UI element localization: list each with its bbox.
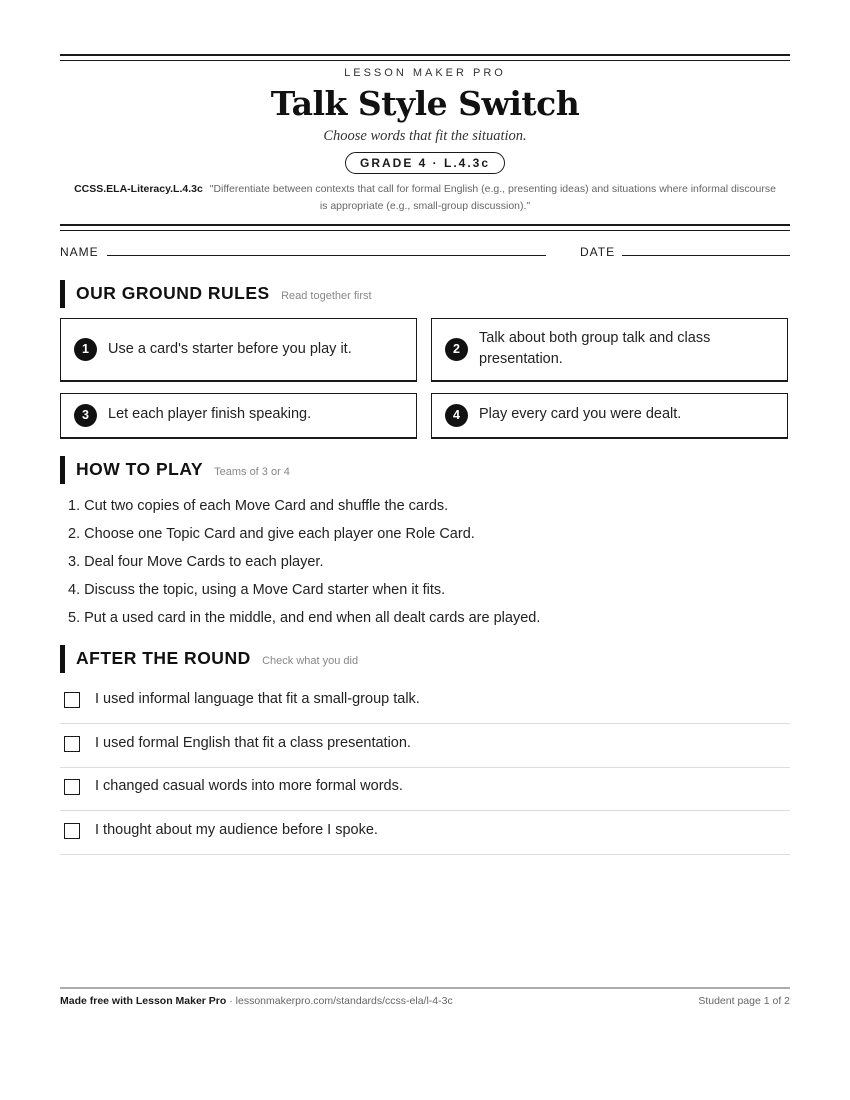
rule-text: Talk about both group talk and class presentation. <box>479 330 711 367</box>
standard-description <box>70 181 780 215</box>
footer-rule <box>60 987 790 989</box>
section-heading-text: HOW TO PLAY <box>76 459 203 479</box>
checkbox[interactable] <box>64 736 80 752</box>
step-item: 2. Choose one Topic Card and give each player one Role Card. <box>68 526 475 542</box>
page-title: Talk Style Switch <box>270 84 580 123</box>
footer-made-with: Made free with Lesson Maker Pro <box>60 995 227 1007</box>
grade-badge-wrap <box>60 152 790 174</box>
section-note: Read together first <box>281 290 372 302</box>
checklist-item <box>60 768 790 811</box>
checklist-item <box>60 812 790 855</box>
steps-list <box>68 492 540 632</box>
top-double-rule <box>60 54 790 61</box>
checklist-text: I changed casual words into more formal words. <box>95 778 403 794</box>
rule-number-badge: 2 <box>445 338 468 361</box>
checkbox[interactable] <box>64 823 80 839</box>
checklist-item <box>60 681 790 724</box>
section-heading-text: AFTER THE ROUND <box>76 648 251 668</box>
section-heading <box>76 283 372 304</box>
ground-rule-card-1 <box>60 318 417 382</box>
section-bar <box>60 456 65 484</box>
section-note: Teams of 3 or 4 <box>214 466 290 478</box>
section-heading <box>76 459 290 480</box>
step-item: 5. Put a used card in the middle, and end when all dealt cards are played. <box>68 610 541 626</box>
ground-rule-card-2 <box>431 318 788 382</box>
ground-rule-card-3 <box>60 393 417 439</box>
header-bottom-rule <box>60 224 790 231</box>
name-field[interactable] <box>107 255 546 256</box>
rule-text: Let each player finish speaking. <box>108 406 312 422</box>
footer-credit <box>60 995 453 1007</box>
section-note: Check what you did <box>262 655 359 667</box>
section-heading <box>76 648 358 669</box>
rule-text: Play every card you were dealt. <box>479 406 682 422</box>
step-item: 3. Deal four Move Cards to each player. <box>68 554 324 570</box>
checklist-text: I thought about my audience before I spoke. <box>95 822 378 838</box>
page-subtitle: Choose words that fit the situation. <box>323 128 527 144</box>
checklist-item <box>60 725 790 768</box>
step-item: 1. Cut two copies of each Move Card and shuffle the cards. <box>68 498 449 514</box>
grade-badge: GRADE 4 · L.4.3c <box>345 152 505 174</box>
section-bar <box>60 280 65 308</box>
standard-code: CCSS.ELA-Literacy.L.4.3c <box>74 183 203 195</box>
footer-url: · lessonmakerpro.com/standards/ccss-ela/l-4-3c <box>226 995 453 1007</box>
rule-number-badge: 1 <box>74 338 97 361</box>
rule-number-badge: 3 <box>74 404 97 427</box>
section-bar <box>60 645 65 673</box>
brand-name: LESSON MAKER PRO <box>344 67 506 79</box>
date-field[interactable] <box>622 255 790 256</box>
footer-page-number: Student page 1 of 2 <box>698 995 790 1007</box>
date-label: DATE <box>580 245 616 259</box>
step-item: 4. Discuss the topic, using a Move Card starter when it fits. <box>68 582 446 598</box>
name-label: NAME <box>60 245 99 259</box>
ground-rule-card-4 <box>431 393 788 439</box>
rule-number-badge: 4 <box>445 404 468 427</box>
checkbox[interactable] <box>64 779 80 795</box>
rule-text: Use a card's starter before you play it. <box>108 341 352 357</box>
section-heading-text: OUR GROUND RULES <box>76 283 270 303</box>
checkbox[interactable] <box>64 692 80 708</box>
checklist-text: I used formal English that fit a class presentation. <box>95 735 411 751</box>
standard-text: "Differentiate between contexts that call for formal English (e.g., presenting ideas) and situations where informal discourse is appropriate (e.g., small-group discussion)." <box>209 183 776 212</box>
checklist-text: I used informal language that fit a small-group talk. <box>95 691 420 707</box>
